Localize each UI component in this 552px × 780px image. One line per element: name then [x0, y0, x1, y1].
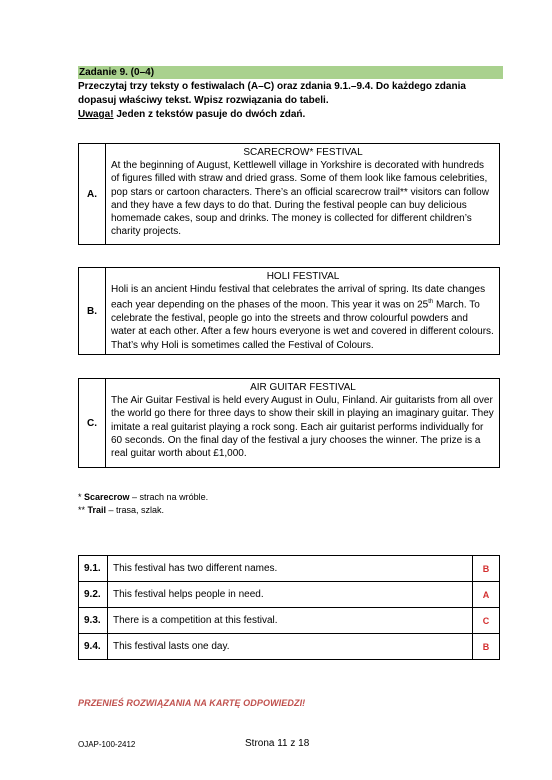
answer-cell[interactable]: C — [473, 608, 500, 634]
festival-description: Holi is an ancient Hindu festival that celebrates the arrival of spring. Its date changes each year depending on the phases of the moon. This year it was on 25th March. To celebrate the festival, people go into the streets and throw colourful powders and water at each other. After a few hours everyone is wet and covered in different colours. That’s why Holi is sometimes called the Festival of Colours. — [111, 284, 494, 351]
sentence-number: 9.3. — [79, 608, 108, 634]
footnote-trail: ** Trail – trasa, szlak. — [78, 505, 165, 515]
sentence-text: This festival helps people in need. — [108, 582, 473, 608]
warning-text: Jeden z tekstów pasuje do dwóch zdań. — [113, 109, 306, 120]
instruction-line-2: dopasuj właściwy tekst. Wpisz rozwiązania do tabeli. — [78, 95, 329, 106]
table-row — [79, 634, 500, 660]
festival-description: The Air Guitar Festival is held every August in Oulu, Finland. Air guitarists from all over the world go there for three days to show their skill in playing an imaginary guitar. They imitate a real guitarist playing a rock song. Each air guitarist performs individually for 60 seconds. On the final day of the festival a jury chooses the winner. The prize is a real guitar worth about £1,000. — [111, 395, 494, 460]
sentence-number: 9.1. — [79, 556, 108, 582]
footnote-scarecrow: * Scarecrow – strach na wróble. — [78, 492, 209, 502]
festival-letter: C. — [79, 379, 106, 467]
table-row — [79, 582, 500, 608]
festival-letter: A. — [79, 144, 106, 244]
task-instructions — [78, 80, 508, 122]
answer-cell[interactable]: A — [473, 582, 500, 608]
festival-text-a — [78, 143, 500, 245]
sentence-number: 9.2. — [79, 582, 108, 608]
answer-cell[interactable]: B — [473, 634, 500, 660]
exam-code: OJAP-100-2412 — [78, 740, 136, 749]
festival-title: SCARECROW* FESTIVAL — [243, 147, 363, 158]
instruction-line-1: Przeczytaj trzy teksty o festiwalach (A–C) oraz zdania 9.1.–9.4. Do każdego zdania — [78, 81, 466, 92]
table-row — [79, 608, 500, 634]
sentence-text: This festival has two different names. — [108, 556, 473, 582]
festival-description: At the beginning of August, Kettlewell village in Yorkshire is decorated with hundreds of figures filled with straw and dried grass. Some of them look like famous celebrities, pop stars or cartoon characters. There’s an official scarecrow trail** visitors can follow and they have a few days to do that. During the festival people can buy delicious homemade cakes, soup and drinks. The money is collected for different children’s charity projects. — [111, 160, 489, 238]
festival-text-c — [78, 378, 500, 468]
sentence-number: 9.4. — [79, 634, 108, 660]
transfer-answers-note: PRZENIEŚ ROZWIĄZANIA NA KARTĘ ODPOWIEDZI! — [78, 698, 306, 708]
sentence-text: There is a competition at this festival. — [108, 608, 473, 634]
task-header: Zadanie 9. (0–4) — [78, 66, 503, 79]
answer-cell[interactable]: B — [473, 556, 500, 582]
answer-table — [78, 555, 500, 660]
warning-label: Uwaga! — [78, 109, 114, 120]
festival-letter: B. — [79, 268, 106, 354]
page-number: Strona 11 z 18 — [245, 738, 310, 749]
festival-title: HOLI FESTIVAL — [266, 271, 340, 282]
instruction-warning — [78, 108, 508, 122]
festival-text-b — [78, 267, 500, 355]
sentence-text: This festival lasts one day. — [108, 634, 473, 660]
table-row — [79, 556, 500, 582]
festival-title: AIR GUITAR FESTIVAL — [250, 382, 356, 393]
